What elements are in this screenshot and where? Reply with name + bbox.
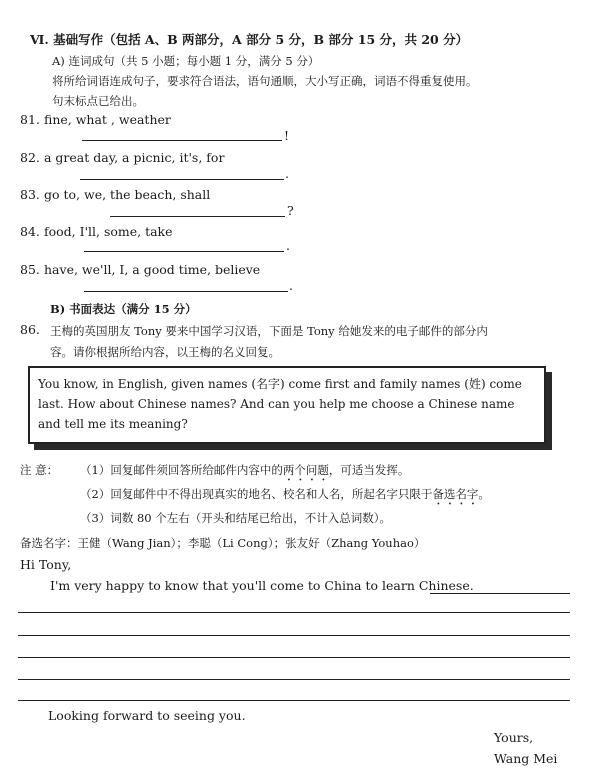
note-1-emphasis: 两个问题 — [282, 463, 329, 477]
writing-line-2[interactable] — [18, 635, 570, 636]
note-2-tail: 。 — [478, 487, 490, 501]
end-punct-83: ? — [287, 203, 294, 218]
question-number-81: 81. — [20, 112, 40, 127]
word-list-81: fine, what , weather — [44, 112, 171, 127]
writing-line-0[interactable] — [430, 593, 570, 594]
email-greeting: Hi Tony, — [20, 557, 72, 572]
end-punct-85: . — [289, 278, 293, 293]
word-list-82: a great day, a picnic, it's, for — [44, 150, 225, 165]
note-3: （3）词数 80 个左右（开头和结尾已给出，不计入总词数）。 — [80, 511, 392, 525]
email-closing-line: Looking forward to seeing you. — [48, 708, 246, 723]
email-signoff: Yours, — [494, 730, 534, 745]
part-b-prompt-2: 容。请你根据所给内容，以王梅的名义回复。 — [50, 345, 280, 359]
writing-line-5[interactable] — [18, 700, 570, 701]
end-punct-81: ! — [284, 128, 290, 143]
email-signature: Wang Mei — [494, 751, 558, 766]
question-number-82: 82. — [20, 150, 40, 165]
note-1 — [80, 462, 409, 484]
email-excerpt-text: You know, in English, given names (名字) come first and family names (姓) come last. How about Chinese names? And can you help me choose a Chinese name and tell me its meaning? — [38, 377, 522, 431]
word-list-85: have, we'll, I, a good time, believe — [44, 262, 261, 277]
part-a-instruction: 将所给词语连成句子，要求符合语法，语句通顺，大小写正确，词语不得重复使用。 — [52, 74, 478, 88]
answer-line-84[interactable] — [84, 251, 284, 252]
note-1-text: （1）回复邮件须回答所给邮件内容中的 — [80, 463, 283, 477]
end-punct-82: . — [285, 166, 289, 181]
answer-line-81[interactable] — [82, 140, 282, 141]
candidate-names: 备选名字：王健（Wang Jian）；李聪（Li Cong）；张友好（Zhang Youhao） — [20, 536, 426, 550]
answer-line-85[interactable] — [84, 291, 288, 292]
writing-line-1[interactable] — [18, 612, 570, 613]
word-list-83: go to, we, the beach, shall — [44, 187, 211, 202]
note-2-text: （2）回复邮件中不得出现真实的地名、校名和人名，所起名字只限于 — [80, 487, 433, 501]
question-number-85: 85. — [20, 262, 40, 277]
email-excerpt-box — [28, 366, 546, 444]
answer-line-82[interactable] — [80, 179, 284, 180]
note-1-tail: ，可适当发挥。 — [328, 463, 410, 477]
writing-line-4[interactable] — [18, 679, 570, 680]
part-a-title: A) 连词成句（共 5 小题；每小题 1 分，满分 5 分） — [52, 54, 320, 68]
note-2 — [80, 486, 490, 508]
part-b-prompt: 王梅的英国朋友 Tony 要来中国学习汉语，下面是 Tony 给她发来的电子邮件的部分内 — [50, 324, 488, 338]
section-header: Ⅵ. 基础写作（包括 A、B 两部分，A 部分 5 分，B 部分 15 分，共 20 分） — [30, 32, 469, 47]
email-opening-line: I'm very happy to know that you'll come to China to learn Chinese. — [50, 578, 474, 593]
part-a-instruction-2: 句末标点已给出。 — [52, 94, 144, 108]
word-list-84: food, I'll, some, take — [44, 224, 173, 239]
question-number-83: 83. — [20, 187, 40, 202]
question-number-86: 86. — [20, 322, 40, 337]
part-b-title: B) 书面表达（满分 15 分） — [50, 302, 197, 316]
note-2-emphasis: 备选名字 — [432, 487, 479, 501]
end-punct-84: . — [286, 238, 290, 253]
answer-line-83[interactable] — [110, 216, 285, 217]
notes-label: 注 意： — [20, 463, 59, 477]
question-number-84: 84. — [20, 224, 40, 239]
writing-line-3[interactable] — [18, 657, 570, 658]
